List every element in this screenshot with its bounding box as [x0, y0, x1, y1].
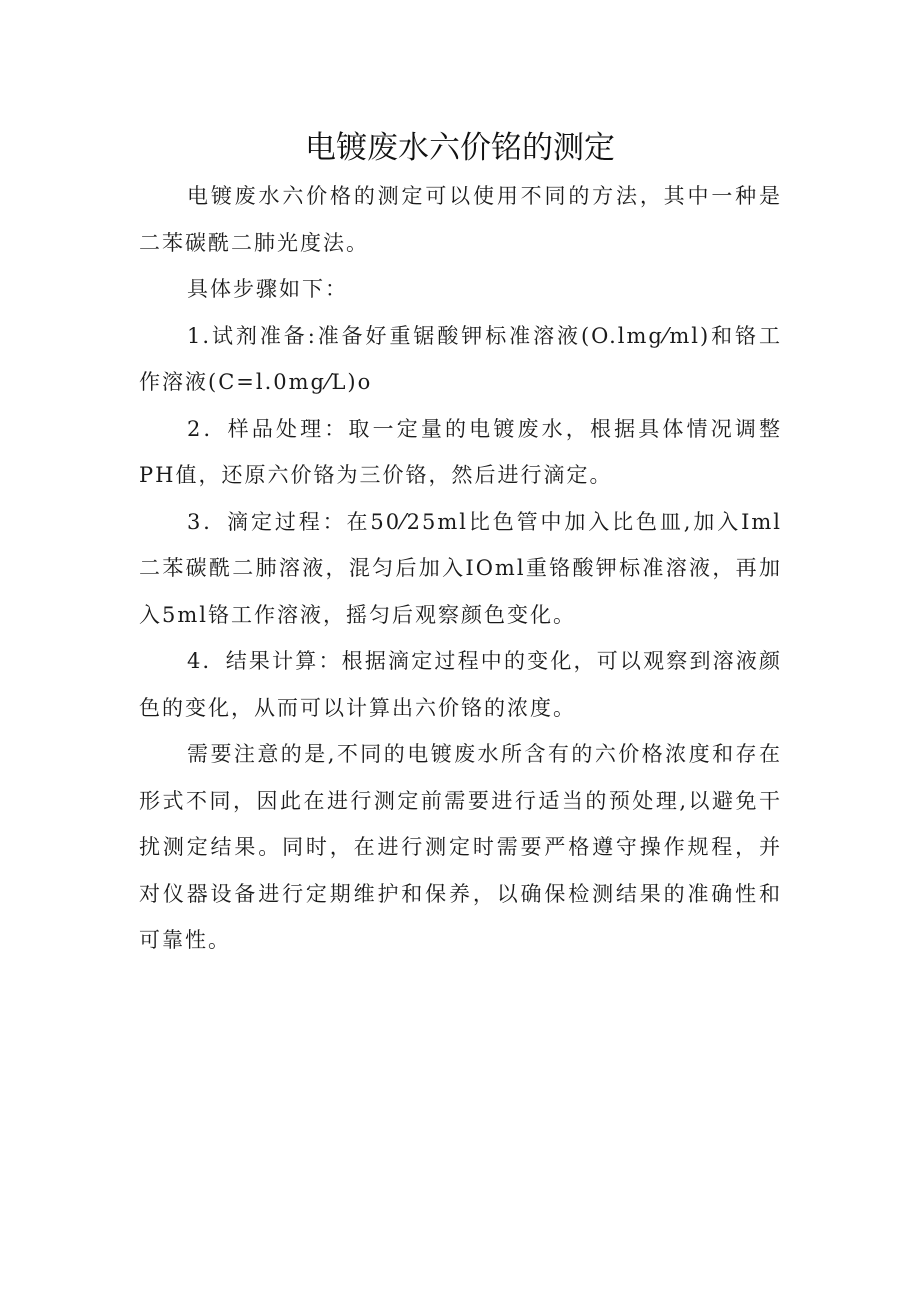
paragraph-intro: 电镀废水六价格的测定可以使用不同的方法，其中一种是二苯碳酰二肺光度法。: [139, 184, 782, 255]
paragraph-note: 需要注意的是,不同的电镀废水所含有的六价格浓度和存在形式不同，因此在进行测定前需要进行适当的预处理,以避免干扰测定结果。同时，在进行测定时需要严格遵守操作规程，并对仪器设备进行定期维护和保养，以确保检测结果的准确性和可靠性。: [139, 742, 782, 952]
paragraph-step-2: 2．样品处理：取一定量的电镀废水，根据具体情况调整PH值，还原六价铬为三价铬，然后进行滴定。: [139, 416, 782, 487]
document-body: [139, 173, 782, 964]
document-title: 电镀废水六价铭的测定: [305, 130, 615, 166]
paragraph-step-3: 3．滴定过程：在50⁄25ml比色管中加入比色皿,加入Iml二苯碳酰二肺溶液，混匀后加入IOml重铬酸钾标准溶液，再加入5ml铬工作溶液，摇匀后观察颜色变化。: [139, 509, 782, 627]
paragraph-step-1: 1.试剂准备:准备好重锯酸钾标准溶液(O.lmg⁄ml)和铬工作溶液(C=l.0mg⁄L)o: [139, 323, 782, 394]
paragraph-steps-heading: 具体步骤如下：: [187, 277, 348, 301]
paragraph-step-4: 4．结果计算：根据滴定过程中的变化，可以观察到溶液颜色的变化，从而可以计算出六价铬的浓度。: [139, 649, 782, 720]
